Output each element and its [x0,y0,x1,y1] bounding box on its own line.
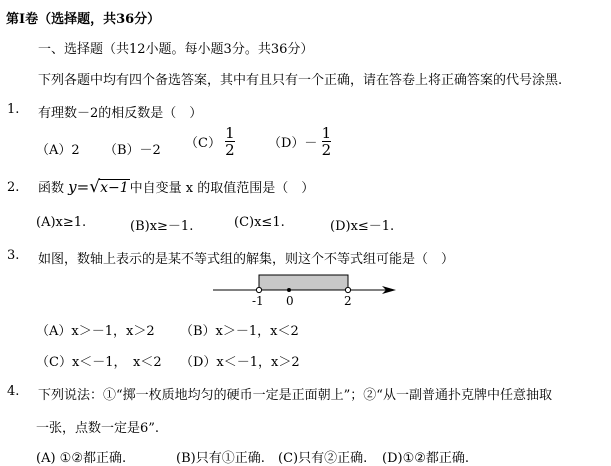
question-stem-line2: 一张，点数一定是6”. [36,421,160,436]
option-b: （B）x＞－1，x＜2 [180,324,299,339]
math-y: y [68,178,77,196]
sqrt-icon: √ [89,177,101,197]
fraction-numerator: 1 [321,124,332,142]
option-d: （D）x＜－1，x＞2 [180,355,300,370]
question-stem [38,177,314,197]
question-stem: 如图，数轴上表示的是某不等式组的解集，则这个不等式组可能是（ ） [38,252,455,267]
option-d: (D)①②都正确. [382,451,470,466]
stem-suffix: 中自变量 x 的取值范围是（ ） [129,181,315,196]
option-c: （C）x＜－1， x＜2 [36,355,162,370]
question-number: 4. [7,384,20,399]
fraction-denominator: 2 [225,141,235,159]
option-b: (B)只有①正确. [176,451,265,466]
open-point-right [345,287,350,292]
tick-label-0: 0 [286,294,294,308]
question-number: 3. [7,248,20,263]
origin-point [287,288,291,292]
fraction-numerator: 1 [225,124,235,142]
option-b: （B）－2 [104,143,161,158]
fraction-denominator: 2 [321,141,332,159]
option-a: (A)x≥1. [36,215,87,230]
option-c: (C)x≤1. [234,215,285,230]
question-stem: 有理数－2的相反数是（ ） [38,106,203,121]
option-b: (B)x≥－1. [130,219,194,234]
tick-label-2: 2 [344,294,352,308]
option-d [268,126,331,157]
question-number: 2. [7,180,20,195]
instructions: 下列各题中均有四个备选答案，其中有且只有一个正确，请在答卷上将正确答案的代号涂黑. [38,73,563,88]
stem-prefix: 函数 [38,181,65,196]
option-c: (C)只有②正确. [278,451,368,466]
option-c [185,126,235,157]
number-line-figure [210,270,400,310]
section-title: 第Ⅰ卷（选择题，共36分） [6,12,161,27]
option-label: （C） [185,136,221,151]
question-stem-line1: 下列说法：①“掷一枚质地均匀的硬币一定是正面朝上”；②“从一副普通扑克牌中任意抽取 [38,388,552,403]
part-title: 一、选择题（共12小题。每小题3分。共36分） [38,42,314,57]
question-number: 1. [7,102,20,117]
open-point-left [256,287,261,292]
solution-region [259,275,348,290]
math-radicand: x−1 [100,180,129,196]
option-a: （A）x＞－1，x＞2 [36,324,155,339]
option-a: （A）2 [36,143,80,158]
fraction [322,126,332,157]
option-d: (D)x≤－1. [330,219,395,234]
fraction [225,126,235,157]
option-a: (A) ①②都正确. [36,451,127,466]
option-label: （D）－ [268,136,318,151]
tick-label-neg1: -1 [252,294,264,308]
math-equals: = [76,178,90,196]
